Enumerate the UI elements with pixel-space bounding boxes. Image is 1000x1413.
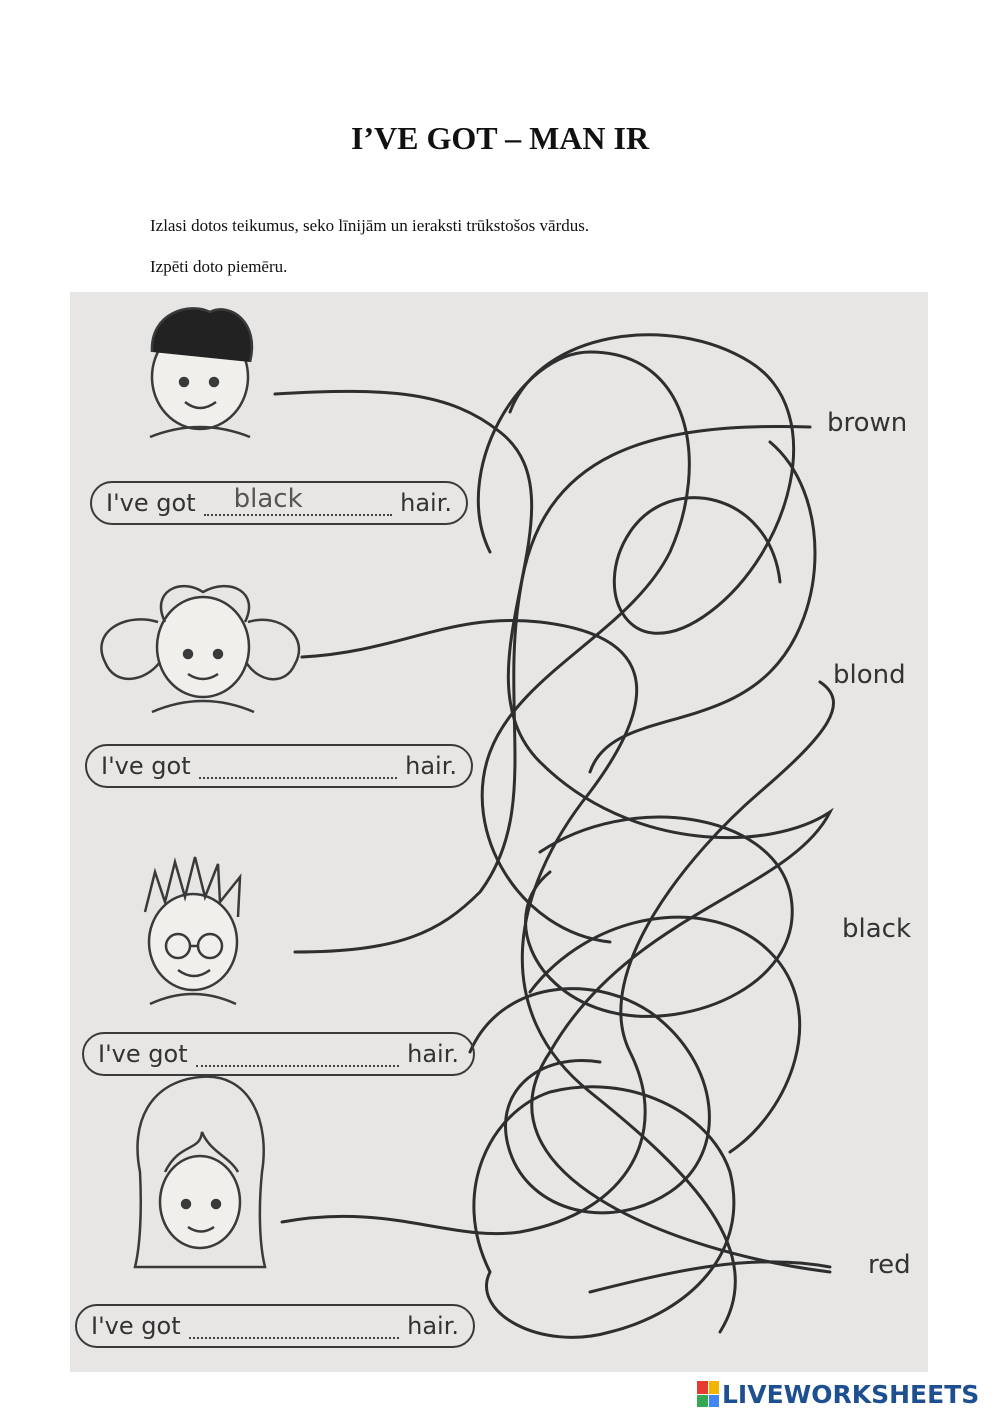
sentence-prefix: I've got	[91, 1312, 181, 1340]
worksheet-photo	[70, 292, 928, 1372]
brand-name: LIVEWORKSHEETS	[722, 1379, 980, 1409]
face-boy-black-hair	[150, 308, 252, 437]
sentence-1	[90, 481, 468, 525]
word-black: black	[842, 914, 912, 944]
tangled-lines	[70, 292, 928, 1372]
face-girl-straight-hair	[135, 1077, 265, 1267]
sentence-3	[82, 1032, 475, 1076]
face-girl-curly-hair	[101, 586, 299, 712]
sentence-prefix: I've got	[106, 489, 196, 517]
answer-field[interactable]	[196, 1041, 400, 1067]
sentence-4	[75, 1304, 475, 1348]
word-brown: brown	[827, 408, 908, 438]
sentence-prefix: I've got	[98, 1040, 188, 1068]
sentence-suffix: hair.	[407, 1040, 459, 1068]
answer-field[interactable]	[204, 484, 393, 516]
answer-field[interactable]	[199, 753, 398, 779]
sentence-suffix: hair.	[400, 489, 452, 517]
logo-mark-icon	[697, 1381, 719, 1407]
word-blond: blond	[833, 660, 906, 690]
word-red: red	[868, 1250, 911, 1280]
page-title: I’VE GOT – MAN IR	[350, 120, 650, 156]
sentence-suffix: hair.	[405, 752, 457, 780]
sentence-suffix: hair.	[407, 1312, 459, 1340]
example-note: Izpēti doto piemēru.	[150, 257, 288, 276]
face-boy-glasses	[145, 857, 240, 1004]
answer-field[interactable]	[189, 1313, 400, 1339]
instruction-text: Izlasi dotos teikumus, seko līnijām un ieraksti trūkstošos vārdus.	[150, 216, 590, 235]
liveworksheets-logo	[697, 1377, 979, 1411]
answer-text: black	[233, 484, 303, 514]
sentence-prefix: I've got	[101, 752, 191, 780]
sentence-2	[85, 744, 473, 788]
